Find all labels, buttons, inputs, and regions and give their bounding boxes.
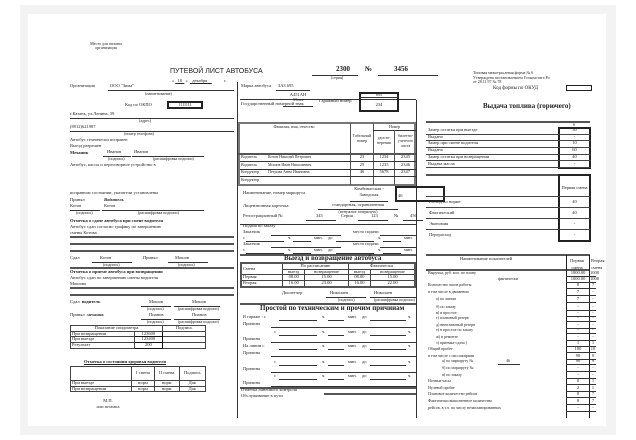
table-row: При возвращении норм норм Дак bbox=[71, 386, 206, 392]
handover-text-2: смены Котова bbox=[70, 230, 97, 235]
took2-sign-caption: (подпись) bbox=[147, 319, 164, 324]
indicator-value-1: - bbox=[577, 327, 579, 333]
indicators-header-2: Вторая смена bbox=[591, 258, 605, 271]
mechanic-label: Механик bbox=[70, 150, 89, 155]
norm-row-value: - bbox=[573, 221, 576, 226]
phone-caption: (номер телефона) bbox=[124, 131, 154, 136]
crew-header-ticket: билетно-учетного листа bbox=[397, 133, 414, 148]
indicator-value-1: 90 bbox=[575, 352, 581, 358]
hours-label: ч. bbox=[288, 235, 292, 240]
hours-label: ч. bbox=[322, 359, 326, 364]
fuel-row-value: 40 bbox=[572, 153, 577, 159]
indicator-value-1: 8 bbox=[576, 391, 580, 397]
indicator-value-1: - bbox=[577, 365, 579, 370]
indicator-value-2: 1 bbox=[591, 384, 595, 390]
time-line bbox=[370, 349, 406, 350]
indicator-value-1: 8 bbox=[576, 282, 580, 288]
time-line bbox=[328, 379, 344, 380]
reason-label: Причина bbox=[243, 321, 260, 326]
indicator-value-1: 100 bbox=[574, 346, 582, 352]
crew-tab: 46 bbox=[359, 169, 365, 174]
time-line bbox=[383, 241, 401, 242]
indicator-value-1: - bbox=[577, 371, 579, 377]
indicator-value-2: - bbox=[592, 404, 594, 410]
card-value: стандартная, ограниченная bbox=[332, 202, 384, 207]
time-line bbox=[370, 335, 406, 336]
indicator-value-1: 90 bbox=[575, 358, 581, 364]
number-value: 3456 bbox=[394, 65, 408, 73]
document-title: ПУТЕВОЙ ЛИСТ АВТОБУСА bbox=[170, 68, 263, 75]
reason-label: Причина bbox=[243, 380, 260, 385]
fuel-column-header: 6 bbox=[573, 122, 575, 127]
time-line bbox=[293, 241, 311, 242]
card-label: Лицензионная карточка bbox=[243, 203, 289, 208]
return-title: Отметка о приеме автобуса при возвращении bbox=[70, 269, 163, 274]
indicator-value-2: - bbox=[592, 371, 594, 377]
to-label: до bbox=[362, 314, 367, 319]
fuel-row-label: Выдано bbox=[428, 133, 443, 139]
stamp-mp: М.П. или штампа bbox=[96, 398, 120, 409]
equipment-text-2: исправном состоянии, указатели установлены bbox=[70, 190, 159, 195]
handover-text: Автобус сдан согласно графику по завершению bbox=[70, 224, 162, 229]
fuel-row-value: 60 bbox=[572, 147, 577, 153]
time-line bbox=[370, 320, 406, 321]
took2-name: Пианов bbox=[192, 312, 207, 317]
dispatcher-sign: Николаев bbox=[330, 290, 349, 295]
crew-ticket: 2345 bbox=[401, 154, 410, 159]
indicator-label: в) по заказу bbox=[442, 371, 462, 377]
form-info: Типовая межотраслевая форма № 6 Утверждена постановлением Госкомстата Ро от 28.11.97 № 78 bbox=[473, 70, 550, 85]
number-sign: № bbox=[365, 65, 373, 73]
time-line bbox=[293, 253, 311, 254]
series-value-mid: 123 bbox=[371, 213, 378, 218]
indicator-value-1: 1000.00 bbox=[570, 270, 586, 275]
indicator-value-1: 2 bbox=[576, 384, 580, 390]
downtime-title: Простой по техническим и прочим причинам bbox=[260, 304, 405, 312]
crew-header-number: Номер bbox=[388, 124, 401, 129]
gave2-decode-caption: (расшифровка подписи) bbox=[178, 306, 219, 311]
date-line: « 10 » декабря г. bbox=[172, 78, 227, 83]
hours-label: ч. bbox=[408, 359, 412, 364]
time-line bbox=[328, 365, 344, 366]
reason-label: Причина bbox=[243, 366, 260, 371]
tech-ok-text: Автобус технически исправен bbox=[70, 137, 128, 142]
num-value-mid: 456 bbox=[410, 213, 417, 218]
exit-allowed-text: Выезд разрешен bbox=[70, 143, 102, 148]
place-label: место подачи bbox=[353, 241, 379, 246]
indicator-value-2: 9 bbox=[591, 358, 595, 364]
indicator-value-1: 0 bbox=[576, 378, 580, 384]
norm-header: Первая смена bbox=[561, 185, 588, 190]
took2-decode-caption: (расшифровка подписи) bbox=[178, 319, 219, 324]
indicator-value-1: - bbox=[577, 309, 579, 315]
time-line bbox=[336, 253, 374, 254]
indicator-value-2: 9 bbox=[591, 352, 595, 358]
to-label: до bbox=[362, 359, 367, 364]
series-label-mid: Серия bbox=[341, 213, 353, 218]
column-divider bbox=[416, 100, 417, 418]
table-row: Первая 08.00 15.00 08.00 15.00 bbox=[241, 275, 415, 281]
mechanic-sign-caption: (подпись) bbox=[108, 156, 125, 161]
indicator-value-2: 10 bbox=[590, 346, 596, 352]
customer-label: Заказчик bbox=[243, 229, 260, 234]
indicator-value-2: 1000 bbox=[590, 270, 599, 275]
gave2-label: Сдал водитель bbox=[70, 299, 101, 304]
to-label: до bbox=[362, 343, 367, 348]
health-table: I смена II смена Подпись При выезде норм норм Дак При возвращении норм норм Дак bbox=[70, 366, 206, 392]
to-label: до bbox=[362, 373, 367, 378]
indicator-value-1: 7 bbox=[576, 288, 580, 294]
series-caption: (серия) bbox=[331, 75, 344, 80]
accepted-label: Принял bbox=[70, 197, 85, 202]
indicator-value-2: - bbox=[592, 315, 594, 321]
time-line bbox=[370, 379, 406, 380]
from-label: с bbox=[274, 373, 276, 378]
norm-row-label: Перерасход bbox=[429, 232, 452, 237]
fuel-row-line bbox=[426, 167, 591, 168]
indicator-label: Нулевой пробег bbox=[428, 384, 456, 390]
route-number: 46 bbox=[398, 193, 403, 198]
min-label: мин. bbox=[348, 373, 357, 378]
norm-row-line bbox=[426, 229, 591, 230]
dispatcher-decode-caption: (расшифровка подписи) bbox=[374, 297, 415, 302]
time-line bbox=[279, 379, 317, 380]
hours-label: ч. bbox=[408, 373, 412, 378]
indicator-label: рейсов, в т.ч. по числу незапланированных bbox=[428, 404, 502, 410]
crew-role: Кондуктор bbox=[241, 169, 260, 174]
okud-field[interactable] bbox=[566, 85, 592, 91]
speedo-header: Показание спидометра bbox=[71, 326, 163, 332]
crew-tab: 23 bbox=[359, 154, 365, 159]
norm-row-line bbox=[426, 196, 591, 197]
crew-tab: 25 bbox=[359, 161, 365, 167]
bus-brand-value: ЗАЗ 695 bbox=[278, 83, 294, 88]
indicator-label: ж) в ремонте bbox=[436, 334, 458, 339]
time-line bbox=[383, 253, 401, 254]
indicator-line bbox=[566, 411, 596, 412]
min-label: мин. bbox=[348, 329, 357, 334]
took2-label: Принял механик bbox=[70, 312, 104, 317]
plate-value: А451АН 55rus bbox=[289, 92, 307, 103]
hours-label: ч. bbox=[288, 247, 292, 252]
mechanic-decode-caption: (расшифровка подписи) bbox=[153, 156, 194, 161]
dispatcher-sign-caption: (подпись) bbox=[338, 297, 355, 302]
route-value: Комбинатская - Заводская bbox=[354, 186, 384, 198]
took-label: Принял bbox=[143, 255, 158, 260]
crew-header-name: Фамилия, имя, отчество bbox=[273, 124, 315, 129]
indicator-value-2: - bbox=[592, 365, 594, 370]
indicator-value-1: 1000.00 bbox=[570, 275, 586, 281]
reason-line bbox=[271, 356, 416, 357]
mechanic-name: Иванов bbox=[134, 149, 149, 154]
bus-brand-label: Марка автобуса bbox=[241, 83, 272, 88]
indicator-label: Выручка, руб. коп. по плану bbox=[428, 270, 476, 275]
crew-cert: 1234 bbox=[379, 154, 389, 159]
table-row: При выезде норм норм Дак bbox=[71, 381, 206, 387]
line-control-label: Отметка линейного контроля bbox=[241, 387, 297, 392]
route-line bbox=[498, 364, 520, 365]
indicator-label: Плановое количество рейсов bbox=[428, 391, 478, 397]
indicator-value-2: - bbox=[592, 304, 594, 309]
service-label: Обслуживание в пути bbox=[241, 393, 283, 398]
order-label: Подача по заказу bbox=[243, 223, 276, 228]
min-label: мин. bbox=[314, 247, 323, 252]
indicator-label: д) внеплановый резерв bbox=[436, 321, 476, 327]
indicator-label: г) плановый резерв bbox=[436, 315, 469, 321]
fuel-row-label: Замер остатка при выезде bbox=[428, 127, 478, 132]
crew-header-cert: удосто-верения bbox=[377, 135, 391, 145]
time-line bbox=[328, 335, 344, 336]
crew-cert: 5678 bbox=[379, 169, 389, 174]
indicator-value-1: - bbox=[577, 321, 579, 327]
return-text-2: Мошова bbox=[70, 281, 86, 286]
accepted-decode-caption: (расшифровка подписи) bbox=[138, 210, 179, 215]
indicator-label: б) по маршруту № bbox=[442, 365, 474, 370]
norm-row-line bbox=[426, 207, 591, 208]
indicator-label: в) в простое bbox=[436, 309, 457, 315]
hours-label: ч. bbox=[408, 329, 412, 334]
document-page bbox=[28, 14, 606, 426]
address-value: г.Казань, ул.Ленина, 39 bbox=[70, 111, 115, 116]
mechanic-sign: Иванов bbox=[107, 149, 122, 154]
table-row: Результат 200 bbox=[71, 343, 206, 349]
indicator-value-2: 7 bbox=[591, 398, 595, 403]
reason-label: Причина bbox=[243, 350, 260, 355]
from-label: с bbox=[243, 235, 245, 240]
indicator-route: 46 bbox=[506, 358, 510, 364]
okpo-value: 1111111 bbox=[178, 102, 192, 107]
garage-top-value: 695 bbox=[376, 92, 382, 97]
time-line bbox=[328, 320, 344, 321]
indicator-label: Общий пробег bbox=[428, 346, 453, 352]
series-value: 2300 bbox=[336, 65, 350, 73]
min-label: мин. bbox=[404, 235, 413, 240]
dispatcher-name: Николаев bbox=[374, 290, 393, 295]
crew-role: Водитель bbox=[241, 154, 258, 159]
org-caption: (наименование) bbox=[145, 91, 172, 96]
indicator-value-2: - bbox=[592, 296, 594, 302]
time-line bbox=[279, 335, 317, 336]
health-title: Отметка о состоянии здоровья водителя bbox=[84, 359, 166, 364]
norm-row-value: 40 bbox=[572, 210, 577, 215]
phone-value: (8912)621987 bbox=[70, 124, 96, 129]
indicator-value-2: 1000 bbox=[590, 275, 599, 281]
reg-value: 345 bbox=[316, 213, 323, 218]
crew-ticket: 2346 bbox=[401, 161, 410, 167]
fuel-row-value: - bbox=[573, 160, 576, 166]
downtime-from-label: В гараже : с bbox=[243, 314, 266, 319]
indicator-label: Фактически выполненное количество bbox=[428, 398, 493, 403]
took-sign-caption: (подпись) bbox=[178, 262, 195, 267]
indicator-value-1: 8 bbox=[576, 398, 580, 403]
indicator-label: а) по маршруту № bbox=[442, 358, 474, 364]
indicator-value-1: - bbox=[577, 304, 579, 309]
equipment-text: Автобус, кассы и переговорное устройство в bbox=[70, 162, 156, 167]
time-line bbox=[370, 365, 406, 366]
fuel-row-value: 10 bbox=[572, 140, 577, 146]
speedometer-table bbox=[70, 325, 206, 349]
hours-label: ч. bbox=[408, 343, 412, 348]
gave-sign: Котов bbox=[100, 255, 112, 260]
indicator-value-2: - bbox=[592, 334, 594, 339]
indicator-value-1: 7 bbox=[576, 296, 580, 302]
table-row: При выезде 123400 bbox=[71, 337, 206, 343]
from-label: с bbox=[243, 247, 245, 252]
num-label-mid: № bbox=[394, 213, 399, 218]
hours-label: ч. bbox=[322, 314, 326, 319]
gave2-sign: Мошов bbox=[149, 299, 163, 304]
card-caption: (ненужное зачеркнуть) bbox=[338, 209, 378, 214]
trip-title: Выезд и возвращение автобуса bbox=[284, 254, 382, 262]
gave2-name: Мошов bbox=[192, 299, 206, 304]
indicator-label: Ночные часы bbox=[428, 378, 451, 384]
norm-row-line bbox=[426, 218, 591, 219]
indicator-label: б) по заказу bbox=[436, 304, 457, 309]
gave-sign-caption: (подпись) bbox=[103, 262, 120, 267]
reason-line bbox=[271, 372, 416, 373]
indicator-value-2: - bbox=[592, 321, 594, 327]
hours-label: ч. bbox=[322, 343, 326, 348]
indicator-value-2: 7 bbox=[591, 282, 595, 288]
indicators-header-1: Первая смена bbox=[570, 258, 584, 271]
handover-title: Отметка о сдаче автобуса при смене водителя bbox=[70, 218, 163, 223]
took2-sign: Пианов bbox=[149, 312, 164, 317]
fuel-row-value: - bbox=[573, 133, 576, 139]
downtime-from-label: На линии с bbox=[243, 343, 265, 348]
indicator-value-2: 1 bbox=[591, 339, 595, 345]
norm-row-value: - bbox=[573, 232, 576, 237]
time-line bbox=[328, 349, 344, 350]
garage-number-value: 234 bbox=[375, 102, 383, 107]
stamp-place-label: Место для штампа организации bbox=[90, 41, 122, 50]
reason-label: Причина bbox=[243, 336, 260, 341]
norm-row-value: 40 bbox=[572, 199, 577, 204]
crew-name: Котов Николай Петрович bbox=[268, 154, 312, 159]
time-line bbox=[279, 365, 317, 366]
crew-cert: 1235 bbox=[379, 161, 389, 167]
indicator-value-2: - bbox=[592, 309, 594, 315]
gave2-sign-caption: (подпись) bbox=[147, 306, 164, 311]
crew-header-tab: Табельный номер bbox=[352, 133, 372, 143]
crew-row-line bbox=[240, 176, 416, 177]
min-label: мин. bbox=[314, 235, 323, 240]
okpo-label: Код по ОКПО bbox=[125, 102, 152, 107]
min-label: мин. bbox=[348, 343, 357, 348]
gave-label: Сдал bbox=[70, 255, 80, 260]
from-label: с bbox=[274, 359, 276, 364]
indicator-value-1: - bbox=[577, 334, 579, 339]
accepted-name: Котов bbox=[104, 203, 116, 208]
indicator-value-1: - bbox=[577, 315, 579, 321]
return-text: Автобус сдан по завершению смены водителя bbox=[70, 275, 158, 280]
hours-label: ч. bbox=[322, 373, 326, 378]
min-label: мин. bbox=[404, 247, 413, 252]
fuel-title: Выдача топлива (горючего) bbox=[483, 102, 571, 110]
fuel-row-label: Замер остатка при возвращении bbox=[428, 153, 490, 159]
indicator-label: е) в простое по заказу bbox=[436, 327, 474, 333]
reason-line bbox=[271, 386, 416, 387]
norm-row-label: Фактический bbox=[429, 210, 455, 215]
org-value: ООО "Зима" bbox=[110, 83, 135, 88]
dispatcher-label: Диспетчер bbox=[282, 290, 303, 295]
time-line bbox=[279, 320, 317, 321]
fuel-row-value: 30 bbox=[572, 127, 577, 132]
indicator-value-2: - bbox=[592, 327, 594, 333]
accepted-role: Водитель bbox=[104, 197, 124, 202]
plate-label: Государственный номерной знак bbox=[241, 101, 304, 106]
took-sign: Мошов bbox=[175, 255, 189, 260]
crew-ticket: 2347 bbox=[401, 169, 410, 174]
hours-label: ч. bbox=[378, 247, 382, 252]
to-label: до bbox=[328, 247, 333, 252]
to-label: до bbox=[328, 235, 333, 240]
hours-label: ч. bbox=[378, 235, 382, 240]
route-label: Наименование, номер маршрута bbox=[243, 190, 306, 195]
place-label: место подачи bbox=[353, 229, 379, 234]
time-line bbox=[246, 253, 284, 254]
to-label: до bbox=[362, 329, 367, 334]
indicator-value-1: - bbox=[577, 404, 579, 410]
indicator-label: в том числе в движении bbox=[428, 288, 469, 294]
indicator-value-2: 1 bbox=[591, 378, 595, 384]
speedo-sign-header: Подпись bbox=[163, 326, 206, 332]
accepted-sign-caption: (подпись) bbox=[76, 210, 93, 215]
crew-name: Мошов Иван Николаевич bbox=[268, 161, 312, 167]
table-row: Вторая 16.00 23.00 16.00 22.00 bbox=[241, 281, 415, 287]
norm-row-label: Расход по норме bbox=[429, 199, 461, 204]
hours-label: ч. bbox=[408, 314, 412, 319]
norm-row-label: Экономия bbox=[429, 221, 449, 226]
accepted-sign: Котов bbox=[70, 203, 82, 208]
reg-label: Регистрационный № bbox=[243, 213, 283, 218]
okud-label: Код формы по ОКУД bbox=[493, 86, 538, 91]
garage-label: Гаражный номер bbox=[319, 98, 352, 103]
crew-name: Петрова Анна Ивановна bbox=[268, 169, 310, 174]
trip-table: Смена По расписанию Фактически выезд возвращение выезд возвращение Первая 08.00 15.00 08.00 15.00 Вторая 16.00 23.00 16.00 22.00 bbox=[240, 262, 416, 288]
time-line bbox=[279, 349, 317, 350]
from-label: с bbox=[274, 329, 276, 334]
indicator-label: в том числе с пассажирами bbox=[428, 352, 475, 358]
indicators-header-name: Наименование показателей bbox=[459, 256, 513, 261]
table-row: При возвращении 123600 bbox=[71, 331, 206, 337]
indicator-value-2: 7 bbox=[591, 391, 595, 397]
indicator-label: а) по линии bbox=[436, 296, 456, 302]
min-label: мин. bbox=[348, 314, 357, 319]
hours-label: ч. bbox=[322, 329, 326, 334]
crew-role: Водитель bbox=[241, 161, 258, 167]
fuel-row-label: Выдано bbox=[428, 147, 443, 153]
indicator-value-2: - bbox=[592, 288, 594, 294]
indicator-label: Количество часов работы bbox=[428, 282, 472, 288]
reason-line bbox=[271, 342, 416, 343]
fuel-row-label: Замер при смене водителя bbox=[428, 140, 479, 146]
org-label: Организация bbox=[70, 83, 95, 88]
fuel-row-label: Выдача масла bbox=[428, 160, 455, 166]
indicator-label: фактически bbox=[498, 275, 518, 281]
crew-role: Кондуктор bbox=[241, 176, 260, 182]
indicator-value-1: 1 bbox=[576, 339, 580, 345]
indicator-label: з) приемка-сдача ) bbox=[436, 339, 468, 345]
reason-line bbox=[271, 327, 416, 328]
address-caption: (адрес) bbox=[139, 118, 152, 123]
customer-label: Заказчик bbox=[243, 241, 260, 246]
min-label: мин. bbox=[348, 359, 357, 364]
